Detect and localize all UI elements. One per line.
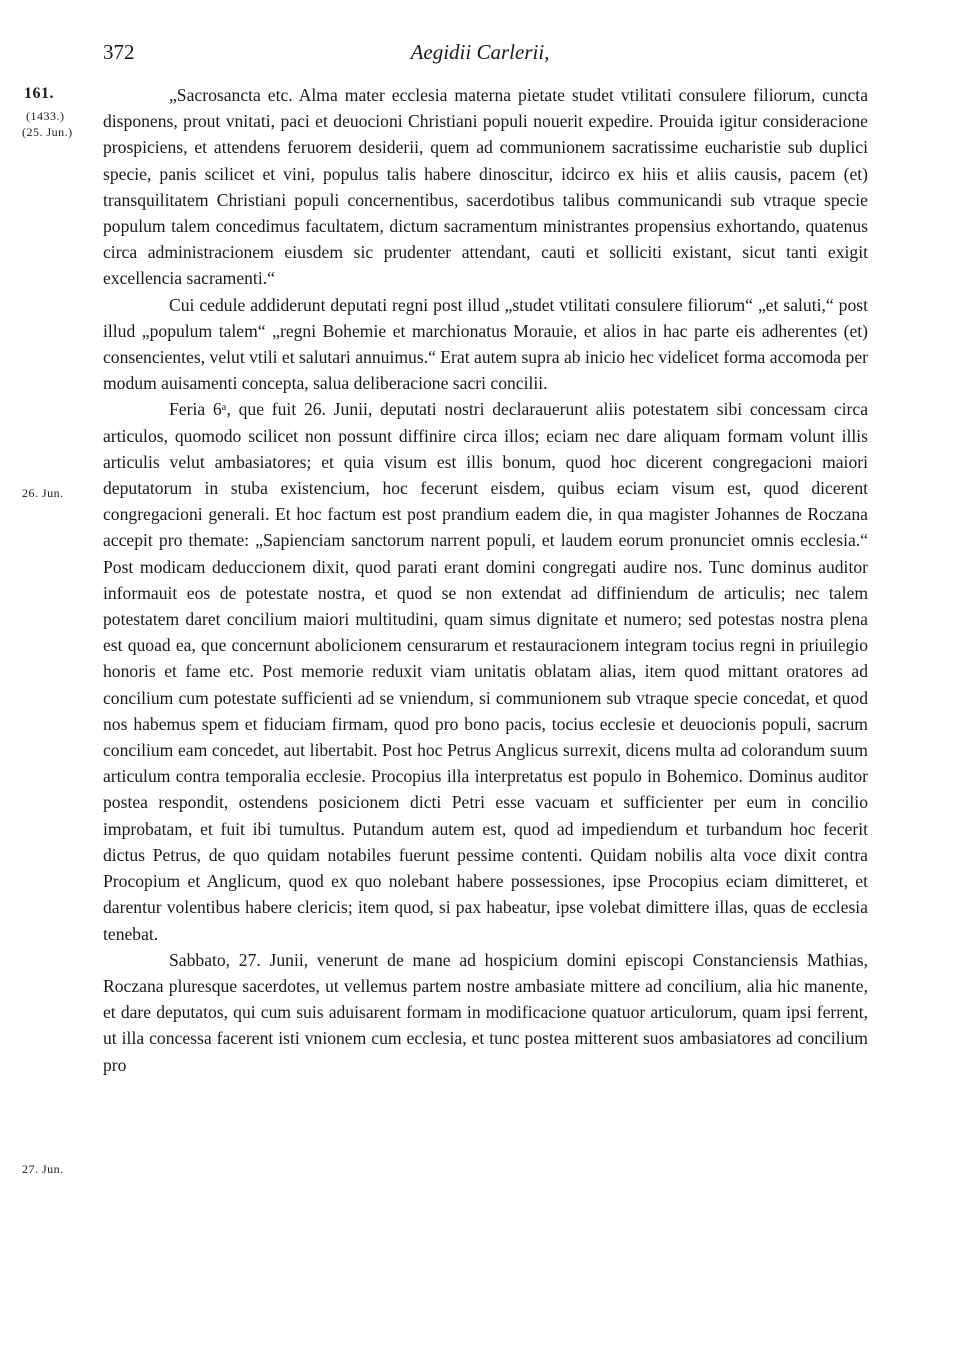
- document-body: [103, 82, 868, 1078]
- paragraph-bull-text: „Sacrosancta etc. Alma mater ecclesia materna pietate studet vtilitati consulere filiorum, cuncta disponens, prout vnitati, paci et deuocioni Christiani populi nouerit expedire. Prouida igitur consideracione prospiciens, et attendens feruorem desiderii, quem ad communionem sacratissime eucharistie sub duplici specie, panis scilicet et vini, populus talis habere dinoscitur, idcirco ex hiis et aliis causis, pacem (et) transquilitatem Christiani populi concernentibus, sacerdotibus talibus communicandi sub vtraque specie populum talem concedimus facultatem, dictum sacramentum ministrantes propensius exhortando, quatenus circa administracionem eiusdem sic prudenter attendant, cauti et solliciti existant, sicut tanti exigit excellencia sacramenti.“: [103, 85, 868, 289]
- paragraph-feria-sexta: Feria 6ᵃ, que fuit 26. Junii, deputati nostri declarauerunt aliis potestatem sibi concessam circa articulos, quomodo scilicet non possunt diffinire circa illos; eciam nec dare aliquam formam volunt illis articulis velut ambasiatores; et quia visum est illis bonum, quod hoc dicerent congregacioni maiori deputatorum in stuba existencium, hoc fecerunt eisdem, quibus eciam visum est, quod dicerent congregacioni generali. Et hoc factum est post prandium eadem die, in qua magister Johannes de Roczana accepit pro themate: „Sapienciam sanctorum narrent populi, et laudem eorum pronunciet omnis ecclesia.“ Post modicam deduccionem dixit, quod parati erant domini congregati audire nos. Tunc dominus auditor informauit eos de potestate nostra, et quod se non extendat ad diffiniendum de articulis; nec talem potestatem daret concilium maiori multitudini, quam simus dignitate et numero; sed potestas nostra plena est quoad ea, que concernunt abolicionem censurarum et restauracionem integram tocius regni in priuilegio honoris et fame etc. Post memorie reduxit viam unitatis oblatam alias, item quod mittant oratores ad concilium cum potestate sufficienti ad se vniendum, si communionem sub vtraque specie concedat, et quod nos habemus spem et fiduciam firmam, quod pro bono pacis, tocius ecclesie et deuocionis populi, sacrum concilium eam concedet, aut libertabit. Post hoc Petrus Anglicus surrexit, dicens multa ad colorandum suum articulum contra temporalia ecclesie. Procopius illa interpretatus est populo in Bohemico. Dominus auditor postea respondit, ostendens posicionem dicti Petri esse vacuam et sufficienter per eum in concilio improbatam, et fuit ibi tumultus. Putandum autem est, quod ad impediendum et turbandum hoc fecerit dictus Petrus, de quo quidam notabiles fuerunt pessime contenti. Quidam nobilis alta voce dixit contra Procopium et Anglicum, quod ex quo nolebant habere possessiones, ipse Procopius eciam dimitteret, et darentur volentibus habere clericis; item quod, si pax habeatur, ipse volebat dimittere illas, quas de ecclesia tenebat.: [103, 399, 868, 944]
- margin-date-26-jun: 26. Jun.: [22, 486, 64, 500]
- margin-doc-number: 161.: [24, 85, 54, 102]
- paragraph-cedule-addition: Cui cedule addiderunt deputati regni post illud „studet vtilitati consulere filiorum“ „et saluti,“ post illud „populum talem“ „regni Bohemie et marchionatus Morauie, et alios in hac parte eis adherentes (et) consencientes, velut vtili et salutari annuimus.“ Erat autem supra ab inicio hec videlicet forma accomoda per modum auisamenti concepta, salua deliberacione sacri concilii.: [103, 294, 868, 394]
- page-header: [0, 40, 960, 70]
- margin-date-27-jun: 27. Jun.: [22, 1162, 64, 1176]
- margin-year: (1433.): [26, 109, 65, 123]
- running-title: Aegidii Carlerii,: [410, 40, 550, 64]
- margin-date-25-jun: (25. Jun.): [22, 125, 73, 139]
- paragraph-sabbato: Sabbato, 27. Junii, venerunt de mane ad hospicium domini episcopi Constanciensis Mathias, Roczana pluresque sacerdotes, ut vellemus partem nostre ambasiate mittere ad concilium, alia hic manente, et dare deputatos, qui cum suis aduisarent formam in modificacione quatuor articulorum, quam ipsi ferrent, ut illa concessa facerent isti vnionem cum ecclesia, et tunc postea mitterent suos ambasiatores ad concilium pro: [103, 949, 868, 1075]
- page-number: 372: [103, 40, 135, 64]
